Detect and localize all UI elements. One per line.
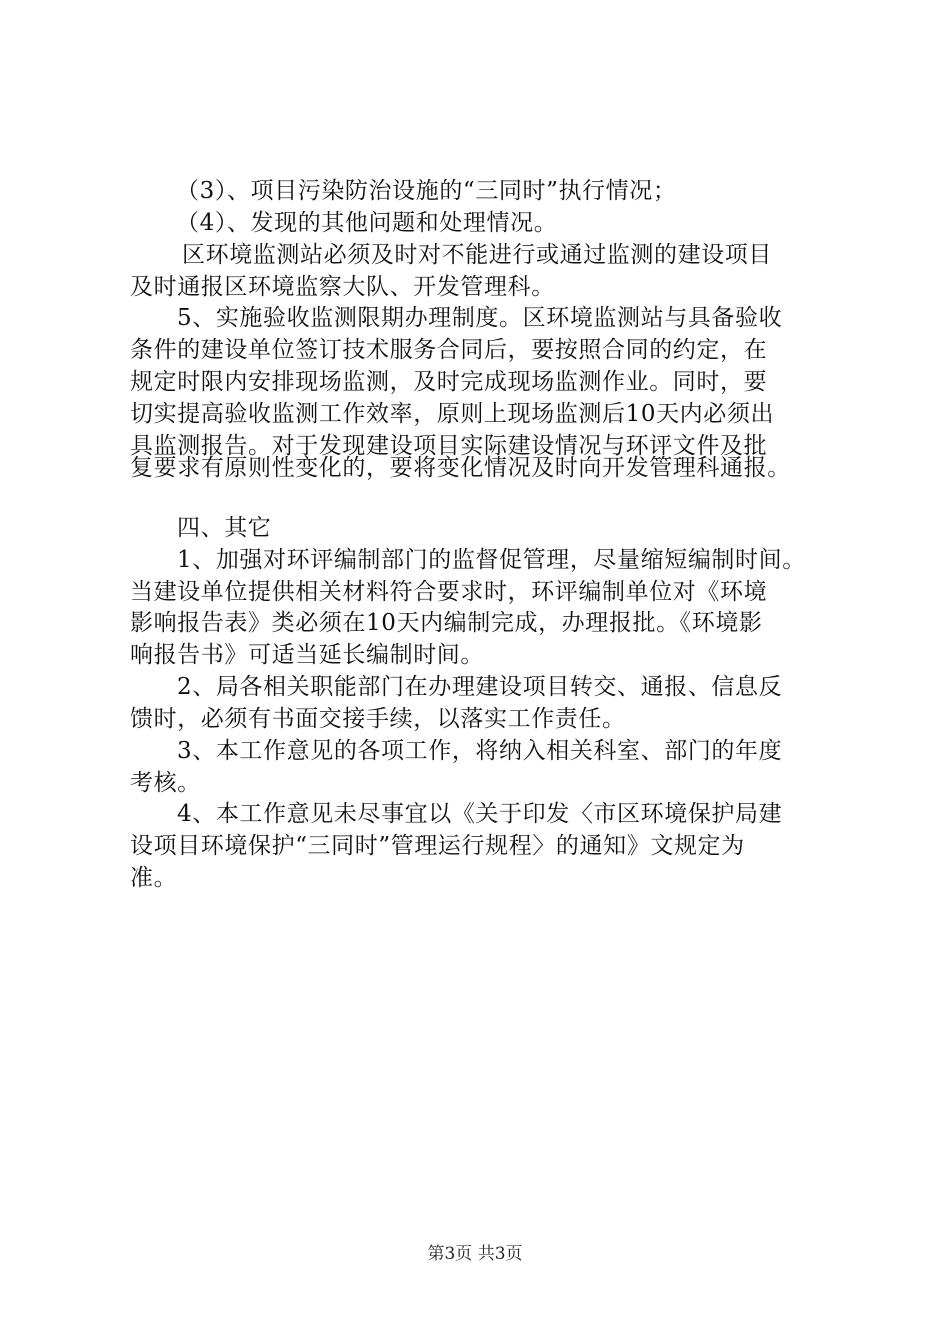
text-line: 5、实施验收监测限期办理制度。区环境监测站与具备验收	[177, 305, 783, 331]
text-line: 4、本工作意见未尽事宜以《关于印发〈市区环境保护局建	[177, 801, 783, 827]
text-line: 区环境监测站必须及时对不能进行或通过监测的建设项目	[182, 242, 772, 268]
text-line: （3）、项目污染防治设施的“三同时”执行情况；	[176, 178, 677, 204]
text-line: 准。	[130, 865, 178, 891]
text-line: 及时通报区环境监察大队、开发管理科。	[130, 274, 555, 300]
text-line: 3、本工作意见的各项工作，将纳入相关科室、部门的年度	[177, 738, 783, 764]
text-line: 1、加强对环评编制部门的监督促管理，尽量缩短编制时间。	[177, 547, 806, 573]
text-line: （4）、发现的其他问题和处理情况。	[176, 210, 558, 236]
page-footer: 第3页 共3页	[427, 1244, 523, 1264]
text-line: 设项目环境保护“三同时”管理运行规程〉的通知》文规定为	[130, 833, 745, 859]
text-line: 具监测报告。对于发现建设项目实际建设情况与环评文件及批	[130, 433, 768, 459]
text-line: 条件的建设单位签订技术服务合同后，要按照合同的约定，在	[130, 337, 768, 363]
text-line: 规定时限内安排现场监测，及时完成现场监测作业。同时，要	[130, 369, 768, 395]
text-line: 复要求有原则性变化的，要将变化情况及时向开发管理科通报。	[130, 455, 791, 481]
text-line: 馈时，必须有书面交接手续，以落实工作责任。	[130, 706, 626, 732]
section-heading: 四、其它	[177, 515, 272, 541]
text-line: 2、局各相关职能部门在办理建设项目转交、通报、信息反	[177, 674, 783, 700]
text-line: 影响报告表》类必须在10天内编制完成，办理报批。《环境影	[130, 610, 763, 636]
text-line: 考核。	[130, 770, 201, 796]
text-line: 当建设单位提供相关材料符合要求时，环评编制单位对《环境	[130, 579, 768, 605]
text-line: 切实提高验收监测工作效率，原则上现场监测后10天内必须出	[130, 401, 775, 427]
text-line: 响报告书》可适当延长编制时间。	[130, 642, 484, 668]
